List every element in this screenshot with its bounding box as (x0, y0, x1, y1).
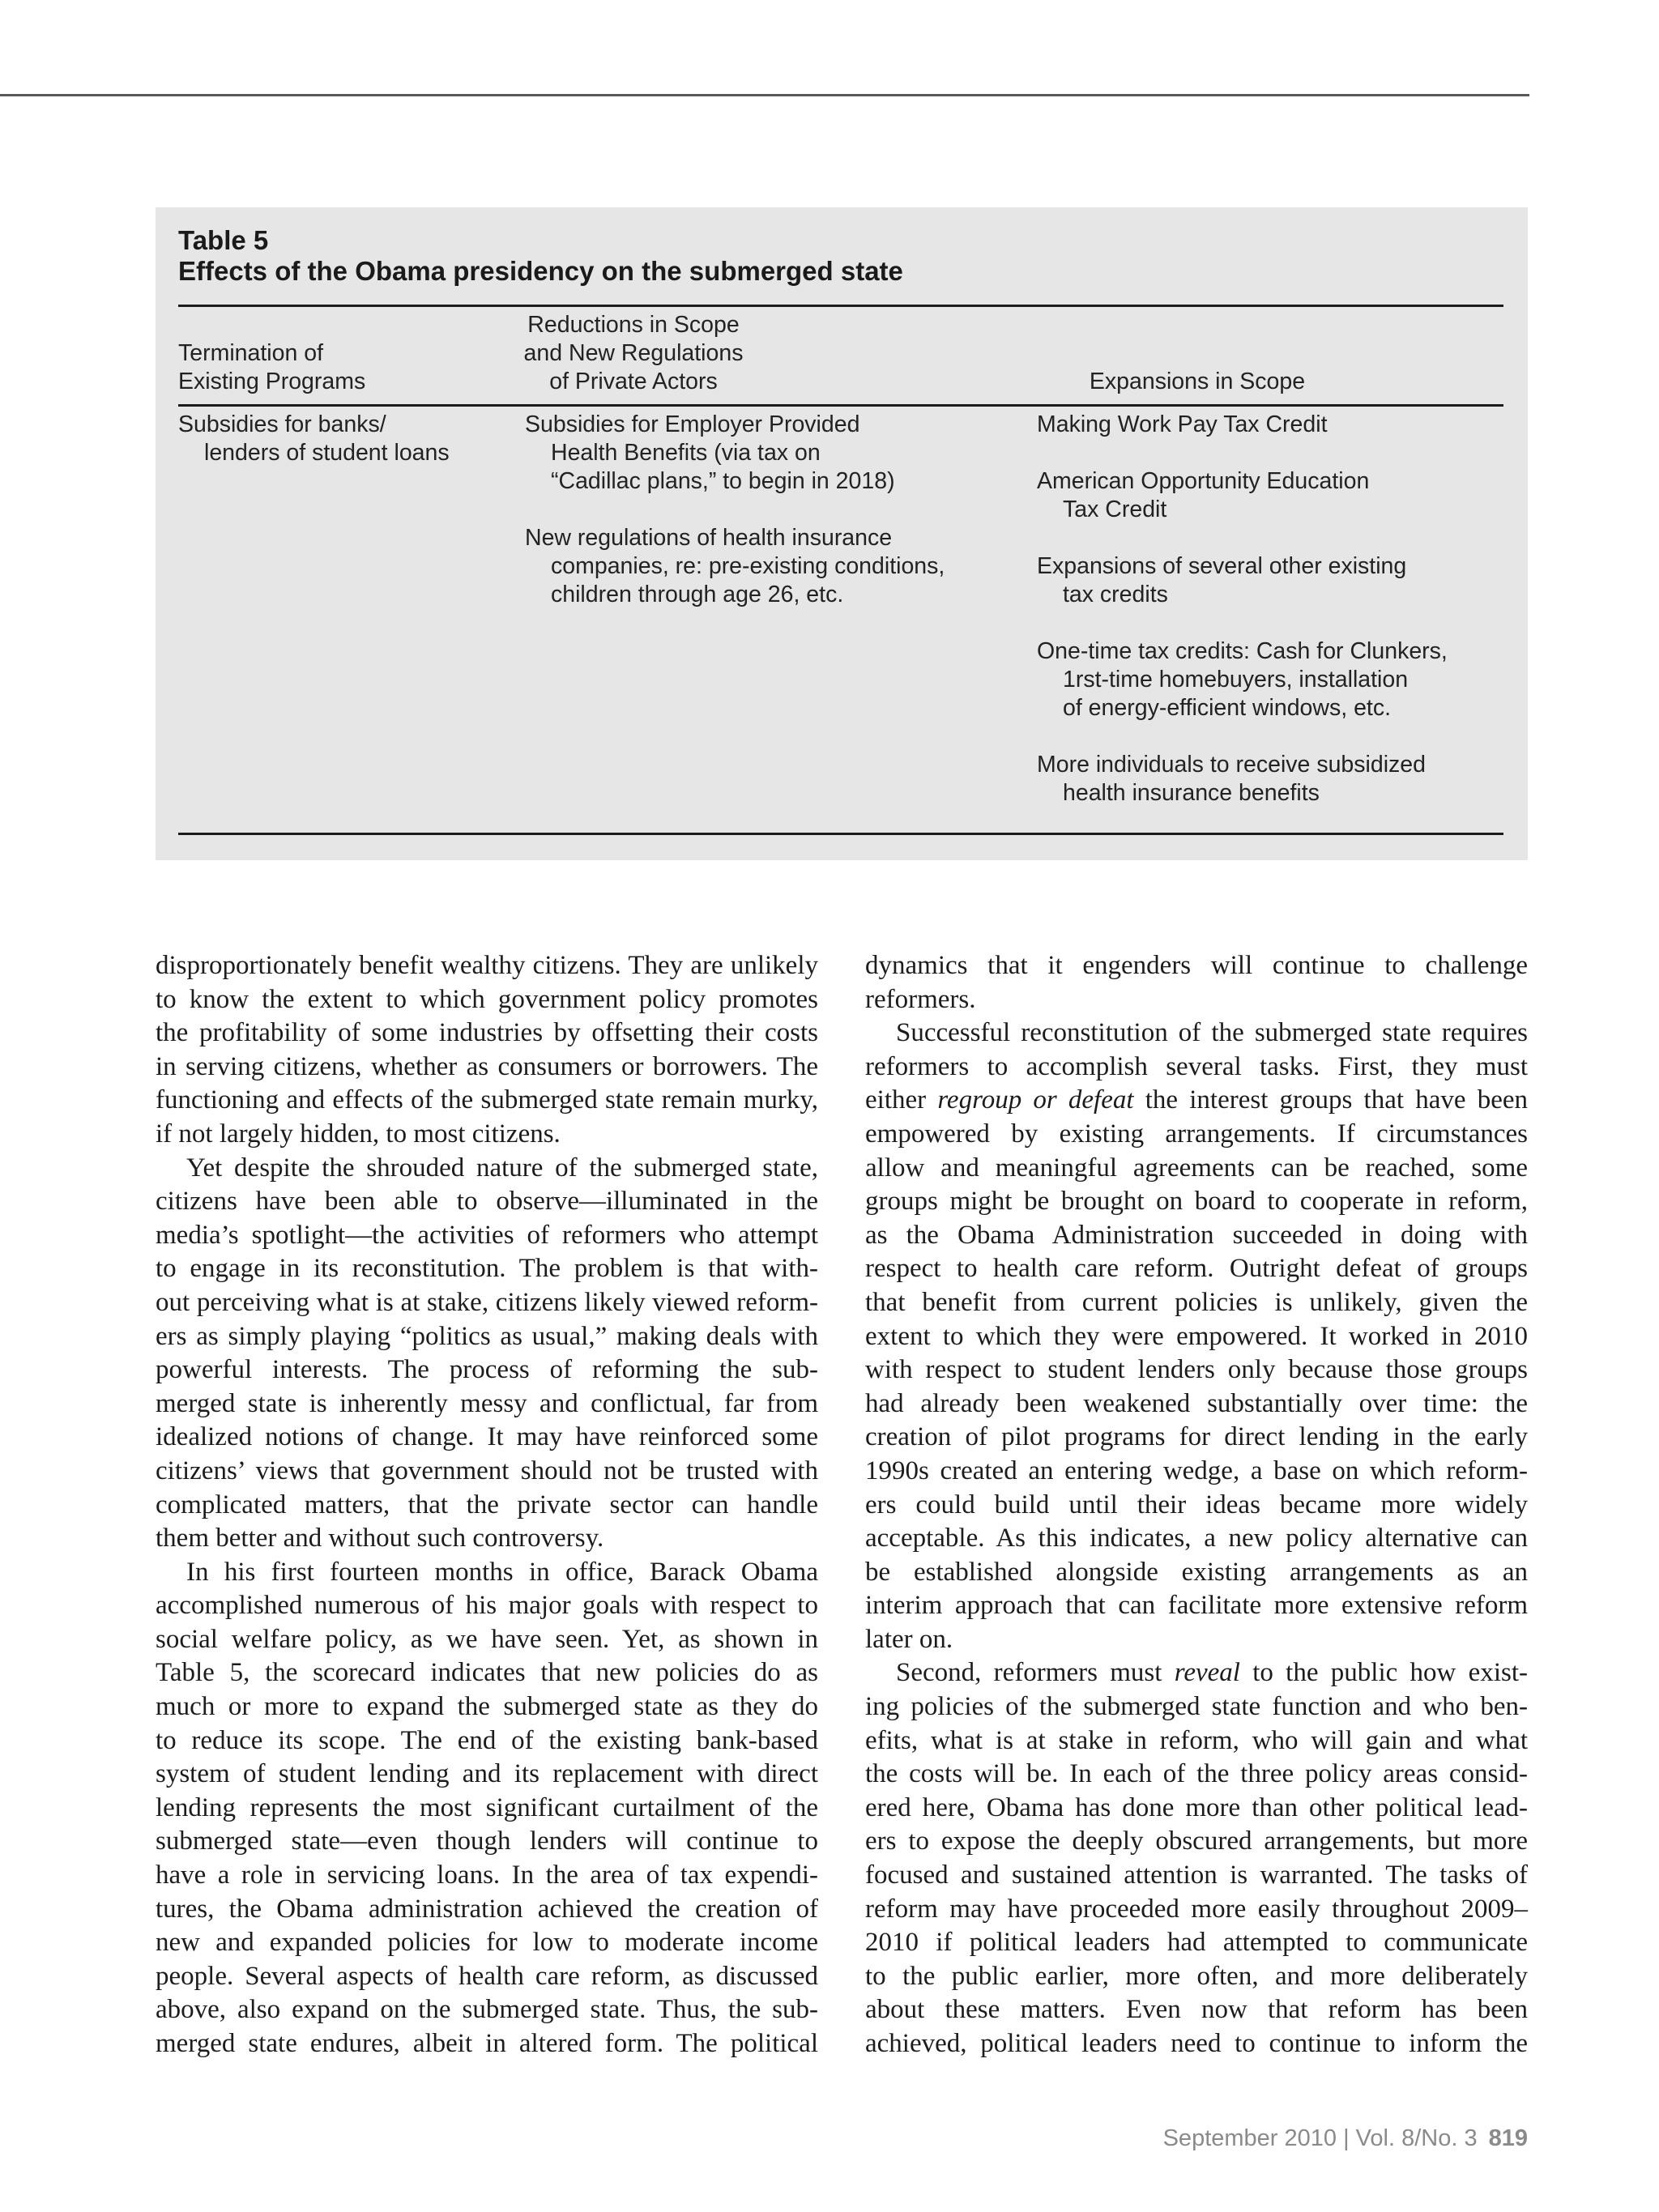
table-cell-line: health insurance benefits (1063, 780, 1320, 806)
text-line: ers to expose the deeply obscured arrangements, but more (865, 1826, 1528, 1856)
paragraph (156, 1152, 818, 1556)
text-line: respect to health care reform. Outright defeat of groups (865, 1254, 1528, 1284)
text-line: interim approach that can facilitate more extensive reform (865, 1591, 1528, 1621)
text-line: reformers. (865, 984, 976, 1014)
header-line: Expansions in Scope (1089, 369, 1306, 394)
table-cell-line: Making Work Pay Tax Credit (1037, 411, 1328, 437)
text-line: submerged state—even though lenders will continue to (156, 1826, 818, 1856)
paragraph (865, 1656, 1528, 2061)
header-line: Existing Programs (178, 369, 366, 394)
text-line: focused and sustained attention is warranted. The tasks of (865, 1860, 1528, 1890)
text-line: Second, reformers must reveal to the public how exist- (896, 1658, 1528, 1688)
table-cell-entry (1037, 637, 1448, 722)
column-header-expansions (1027, 368, 1367, 396)
table-cell-entry (1037, 751, 1448, 808)
table-cell-line: of energy-efficient windows, etc. (1063, 695, 1392, 721)
text-line: in serving citizens, whether as consumers or borrowers. The (156, 1051, 818, 1081)
text-line: if not largely hidden, to most citizens. (156, 1119, 561, 1149)
text-line: citizens have been able to observe—illuminated in the (156, 1187, 818, 1217)
table-bottom-rule (178, 833, 1503, 835)
text-line: had already been weakened substantially over time: the (865, 1388, 1528, 1418)
body-column-left (156, 949, 818, 2061)
text-line: powerful interests. The process of reforming the sub- (156, 1355, 818, 1385)
table-cell-line: American Opportunity Education (1037, 468, 1370, 494)
text-line: ing policies of the submerged state function and who ben- (865, 1692, 1528, 1722)
table-cell-line: companies, re: pre-existing conditions, (551, 553, 945, 579)
text-line: disproportionately benefit wealthy citizens. They are unlikely (156, 951, 818, 980)
table-cell-line: “Cadillac plans,” to begin in 2018) (551, 468, 895, 494)
text-line: functioning and effects of the submerged state remain murky, (156, 1085, 818, 1115)
table-cell-line: children through age 26, etc. (551, 582, 844, 607)
table-cell-line: Subsidies for banks/ (178, 411, 386, 437)
table-cell-line: lenders of student loans (204, 440, 450, 466)
table-column-expansions (1037, 411, 1448, 836)
text-line: 1990s created an entering wedge, a base on which reform- (865, 1455, 1528, 1485)
text-line: system of student lending and its replacement with direct (156, 1759, 818, 1789)
table-cell-entry (525, 411, 945, 496)
text-line: Table 5, the scorecard indicates that new policies do as (156, 1658, 818, 1688)
table-cell-line: Subsidies for Employer Provided (525, 411, 860, 437)
text-line: 2010 if political leaders had attempted to communicate (865, 1928, 1528, 1958)
text-line: efits, what is at stake in reform, who will gain and what (865, 1725, 1528, 1755)
text-line: social welfare policy, as we have seen. Yet, as shown in (156, 1624, 818, 1654)
text-line: above, also expand on the submerged state. Thus, the sub- (156, 1995, 818, 2025)
table-header-rule (178, 404, 1503, 407)
table-column-reductions (525, 411, 945, 637)
text-line: to know the extent to which government policy promotes (156, 984, 818, 1014)
paragraph (865, 1016, 1528, 1656)
header-line: Termination of (178, 340, 324, 366)
text-line: creation of pilot programs for direct lending in the early (865, 1422, 1528, 1452)
table-cell-line: More individuals to receive subsidized (1037, 752, 1426, 778)
text-line: media’s spotlight—the activities of reformers who attempt (156, 1220, 818, 1250)
text-line: allow and meaningful agreements can be reached, some (865, 1153, 1528, 1183)
page-number: 819 (1488, 2125, 1528, 2151)
text-line: extent to which they were empowered. It worked in 2010 (865, 1321, 1528, 1351)
text-line: tures, the Obama administration achieved the creation of (156, 1894, 818, 1924)
table-cell-line: Expansions of several other existing (1037, 553, 1407, 579)
emphasis: reveal (1174, 1658, 1240, 1688)
text-line: with respect to student lenders only because those groups (865, 1355, 1528, 1385)
text-line: complicated matters, that the private sector can handle (156, 1490, 818, 1519)
header-line: Reductions in Scope (527, 312, 740, 338)
text-line: achieved, political leaders need to continue to inform the (865, 2029, 1528, 2058)
text-line: about these matters. Even now that reform has been (865, 1995, 1528, 2025)
table-5 (156, 207, 1528, 860)
text-line: people. Several aspects of health care reform, as discussed (156, 1961, 818, 1991)
table-caption: Effects of the Obama presidency on the submerged state (178, 256, 903, 286)
table-cell-entry (1037, 467, 1448, 524)
text-line: acceptable. As this indicates, a new policy alternative can (865, 1524, 1528, 1554)
text-line: the costs will be. In each of the three policy areas consid- (865, 1759, 1528, 1789)
text-line: to reduce its scope. The end of the existing bank-based (156, 1725, 818, 1755)
text-line: the profitability of some industries by offsetting their costs (156, 1018, 818, 1048)
column-header-reductions (476, 311, 791, 396)
text-line: ered here, Obama has done more than other political lead- (865, 1792, 1528, 1822)
text-line: accomplished numerous of his major goals with respect to (156, 1591, 818, 1621)
text-line: have a role in servicing loans. In the area of tax expendi- (156, 1860, 818, 1890)
table-cell-line: One-time tax credits: Cash for Clunkers, (1037, 638, 1448, 664)
column-header-termination (178, 339, 365, 396)
text-line: empowered by existing arrangements. If circumstances (865, 1119, 1528, 1149)
text-line: to the public earlier, more often, and more deliberately (865, 1961, 1528, 1991)
paragraph (865, 949, 1528, 1016)
text-line: as the Obama Administration succeeded in doing with (865, 1220, 1528, 1250)
text-line: out perceiving what is at stake, citizens likely viewed reform- (156, 1287, 818, 1317)
text-line: new and expanded policies for low to moderate income (156, 1928, 818, 1958)
text-line: groups might be brought on board to cooperate in reform, (865, 1187, 1528, 1217)
table-cell-line: Health Benefits (via tax on (551, 440, 821, 466)
text-line: them better and without such controversy. (156, 1524, 604, 1554)
table-column-termination (178, 411, 450, 496)
emphasis: regroup or defeat (937, 1085, 1134, 1115)
table-cell-line: Tax Credit (1063, 497, 1167, 522)
text-line: be established alongside existing arrangements as an (865, 1557, 1528, 1587)
text-line: In his first fourteen months in office, Barack Obama (186, 1557, 818, 1587)
journal-issue: September 2010 | Vol. 8/No. 3 (1162, 2125, 1478, 2151)
text-line: citizens’ views that government should not be trusted with (156, 1455, 818, 1485)
header-rule (0, 94, 1529, 96)
text-line: reformers to accomplish several tasks. First, they must (865, 1051, 1528, 1081)
page-footer (1163, 2125, 1528, 2152)
header-line: of Private Actors (549, 369, 718, 394)
text-line: Yet despite the shrouded nature of the submerged state, (186, 1153, 818, 1183)
paragraph (156, 1556, 818, 2061)
body-column-right (865, 949, 1528, 2061)
table-cell-entry (1037, 411, 1448, 439)
text-line: ers could build until their ideas became more widely (865, 1490, 1528, 1519)
table-cell-line: New regulations of health insurance (525, 525, 893, 551)
text-line: much or more to expand the submerged state as they do (156, 1692, 818, 1722)
text-line: ers as simply playing “politics as usual,” making deals with (156, 1321, 818, 1351)
text-line: merged state endures, albeit in altered form. The political (156, 2029, 818, 2058)
text-line: that benefit from current policies is unlikely, given the (865, 1287, 1528, 1317)
table-cell-line: tax credits (1063, 582, 1168, 607)
table-title: Table 5 (178, 225, 269, 255)
text-line: dynamics that it engenders will continue to challenge (865, 951, 1528, 980)
text-line: idealized notions of change. It may have reinforced some (156, 1422, 818, 1452)
paragraph (156, 949, 818, 1152)
text-line: Successful reconstitution of the submerged state requires (896, 1018, 1528, 1048)
text-line: reform may have proceeded more easily throughout 2009– (865, 1894, 1528, 1924)
text-line: either regroup or defeat the interest groups that have been (865, 1085, 1529, 1115)
text-line: to engage in its reconstitution. The problem is that with- (156, 1254, 818, 1284)
table-cell-entry (178, 411, 450, 467)
text-line: lending represents the most significant curtailment of the (156, 1792, 818, 1822)
table-cell-entry (1037, 552, 1448, 609)
text-line: later on. (865, 1624, 953, 1654)
table-cell-entry (525, 524, 945, 609)
header-line: and New Regulations (523, 340, 744, 366)
text-line: merged state is inherently messy and conflictual, far from (156, 1388, 818, 1418)
table-cell-line: 1rst-time homebuyers, installation (1063, 667, 1409, 693)
table-top-rule (178, 305, 1503, 307)
